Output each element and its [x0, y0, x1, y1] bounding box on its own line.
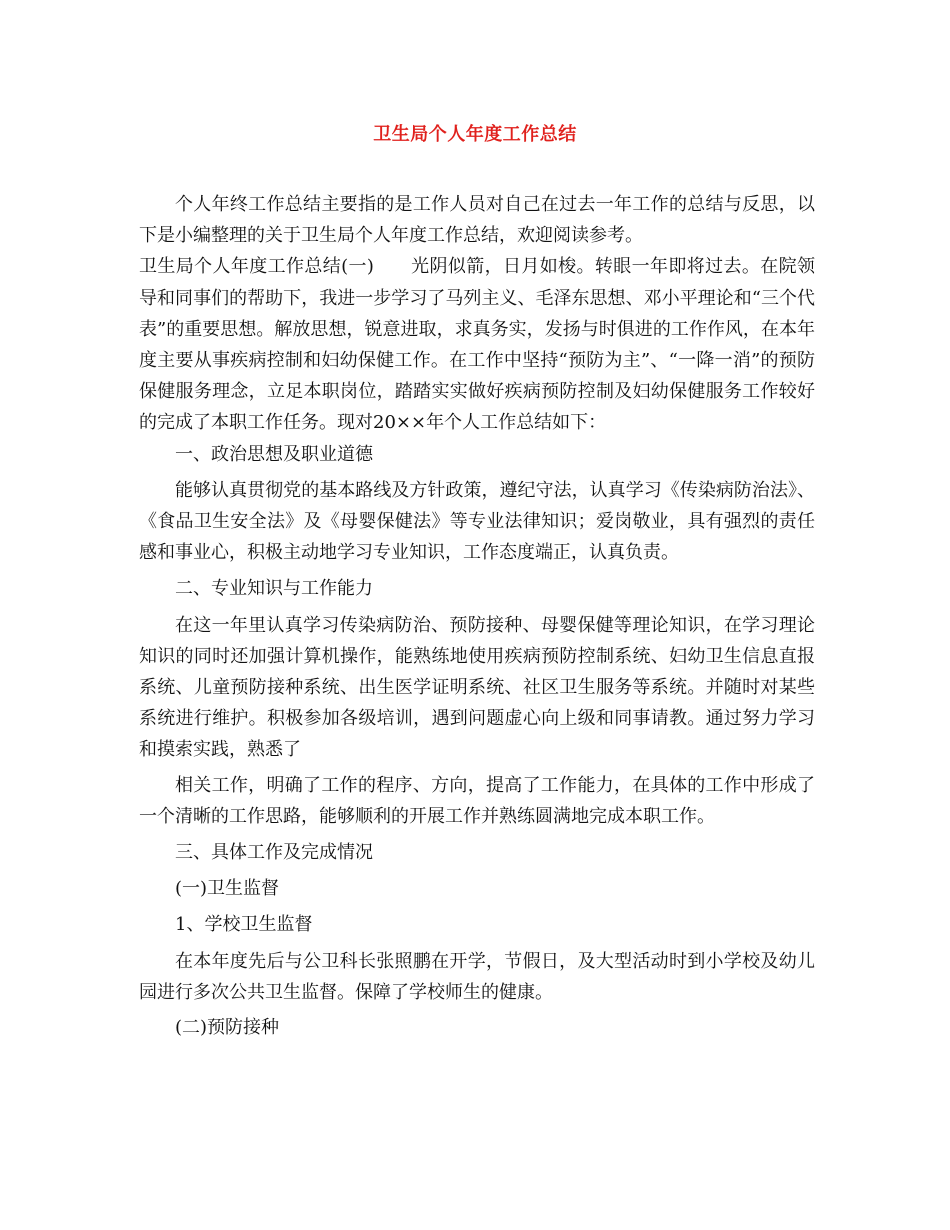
document-title: 卫生局个人年度工作总结 [373, 124, 577, 145]
heading-vaccination: (二)预防接种 [175, 1017, 280, 1039]
document-body [139, 189, 815, 1043]
heading-school-supervision: 1、学校卫生监督 [175, 914, 313, 936]
heading-professional-knowledge: 二、专业知识与工作能力 [175, 578, 373, 600]
paragraph-section-one: 卫生局个人年度工作总结(一) 光阴似箭，日月如梭。转眼一年即将过去。在院领导和同事们的帮助下，我进一步学习了马列主义、毛泽东思想、邓小平理论和“三个代表”的重要思想。解放思想，锐意进取，求真务实，发扬与时俱进的工作作风，在本年度主要从事疾病控制和妇幼保健工作。在工作中坚持“预防为主”、“一降一消”的预防保健服务理念，立足本职岗位，踏踏实实做好疾病预防控制及妇幼保健服务工作较好的完成了本职工作任务。现对20××年个人工作总结如下： [139, 256, 815, 434]
heading-health-supervision: (一)卫生监督 [175, 878, 280, 900]
heading-specific-work: 三、具体工作及完成情况 [175, 842, 373, 864]
paragraph-school-supervision: 在本年度先后与公卫科长张照鹏在开学，节假日，及大型活动时到小学校及幼儿园进行多次公共卫生监督。保障了学校师生的健康。 [139, 950, 815, 1003]
heading-political-thought: 一、政治思想及职业道德 [175, 443, 373, 465]
paragraph-professional-knowledge: 在这一年里认真学习传染病防治、预防接种、母婴保健等理论知识，在学习理论知识的同时还加强计算机操作，能熟练地使用疾病预防控制系统、妇幼卫生信息直报系统、儿童预防接种系统、出生医学证明系统、社区卫生服务等系统。并随时对某些系统进行维护。积极参加各级培训，遇到问题虚心向上级和同事请教。通过努力学习和摸索实践，熟悉了 [139, 614, 815, 761]
paragraph-political-thought: 能够认真贯彻党的基本路线及方针政策，遵纪守法，认真学习《传染病防治法》、《食品卫生安全法》及《母婴保健法》等专业法律知识；爱岗敬业，具有强烈的责任感和事业心，积极主动地学习专业知识，工作态度端正，认真负责。 [139, 479, 815, 564]
paragraph-intro: 个人年终工作总结主要指的是工作人员对自己在过去一年工作的总结与反思，以下是小编整理的关于卫生局个人年度工作总结，欢迎阅读参考。 [139, 194, 815, 247]
paragraph-related-work: 相关工作，明确了工作的程序、方向，提高了工作能力，在具体的工作中形成了一个清晰的工作思路，能够顺利的开展工作并熟练圆满地完成本职工作。 [139, 774, 815, 827]
